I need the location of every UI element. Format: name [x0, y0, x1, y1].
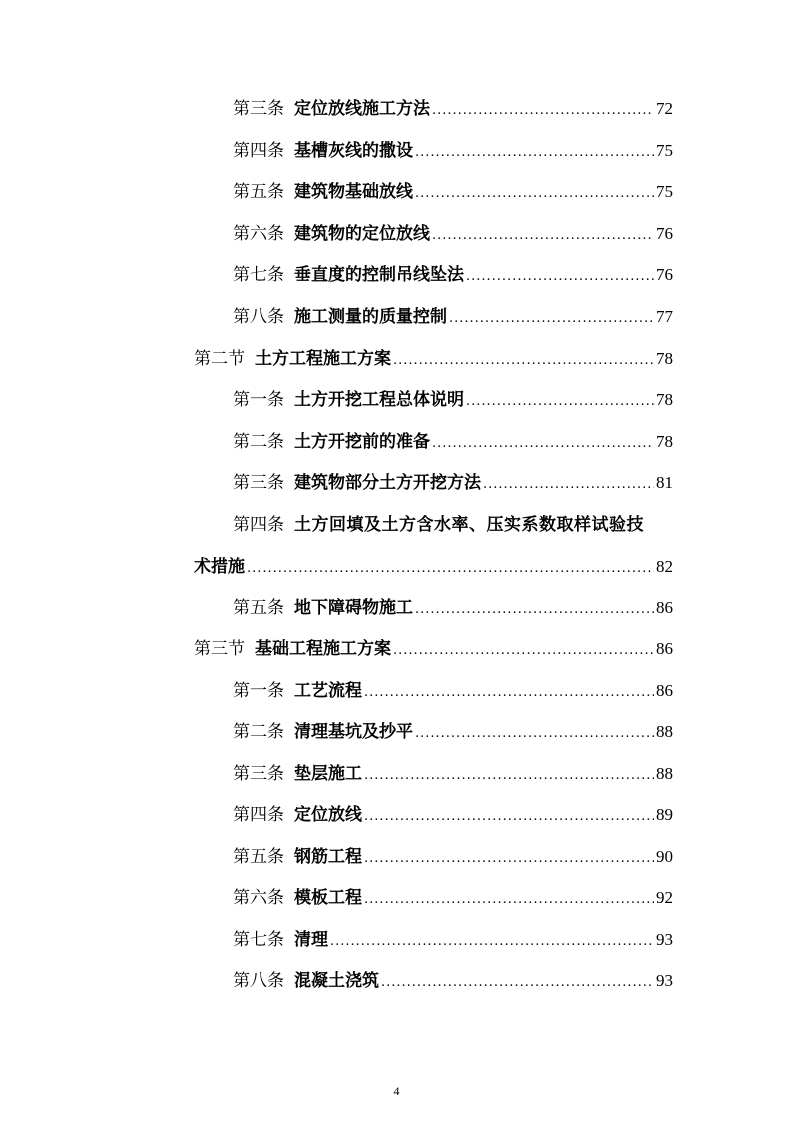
dot-leader	[364, 681, 654, 705]
toc-entry-number: 第八条	[233, 307, 284, 327]
toc-entry[interactable]	[233, 596, 673, 620]
toc-entry[interactable]	[233, 471, 673, 495]
toc-entry-number: 第五条	[233, 847, 284, 867]
toc-entry-title: 混凝土浇筑	[294, 971, 379, 991]
dot-leader	[364, 805, 654, 829]
toc-entry-number: 第五条	[233, 598, 284, 618]
toc-entry-title: 定位放线施工方法	[294, 99, 430, 119]
toc-entry-title: 垂直度的控制吊线坠法	[294, 265, 464, 285]
dot-leader	[432, 432, 654, 456]
toc-entry-page: 86	[656, 598, 673, 617]
dot-leader	[415, 598, 654, 622]
toc-entry-title: 垫层施工	[294, 764, 362, 784]
toc-entry-title: 工艺流程	[294, 681, 362, 701]
toc-entry-page: 93	[656, 971, 673, 990]
toc-entry-number: 第一条	[233, 681, 284, 701]
toc-entry-number: 第一条	[233, 390, 284, 410]
toc-entry-title: 清理基坑及抄平	[294, 722, 413, 742]
toc-entry-title: 土方开挖前的准备	[294, 432, 430, 452]
toc-entry-title: 建筑物基础放线	[294, 182, 413, 202]
toc-entry-title-continued: 术措施	[194, 557, 245, 577]
toc-entry-page: 92	[656, 888, 673, 907]
dot-leader	[364, 888, 654, 912]
toc-entry-page: 81	[656, 473, 673, 492]
toc-entry-page: 78	[656, 432, 673, 451]
toc-entry-page: 78	[656, 390, 673, 409]
dot-leader	[247, 557, 654, 581]
toc-entry-number: 第四条	[233, 141, 284, 161]
dot-leader	[381, 971, 654, 995]
toc-entry-number: 第六条	[233, 888, 284, 908]
toc-entry-page: 76	[656, 265, 673, 284]
dot-leader	[483, 473, 654, 497]
toc-entry-page: 93	[656, 930, 673, 949]
dot-leader	[466, 265, 654, 289]
toc-entry-title: 建筑物的定位放线	[294, 224, 430, 244]
toc-entry-title: 土方回填及土方含水率、压实系数取样试验技	[294, 515, 644, 535]
toc-entry-number: 第八条	[233, 971, 284, 991]
toc-entry-title: 基础工程施工方案	[255, 639, 391, 659]
toc-entry-title: 施工测量的质量控制	[294, 307, 447, 327]
toc-entry[interactable]	[233, 803, 673, 827]
toc-entry[interactable]	[233, 430, 673, 454]
toc-entry-page: 75	[656, 141, 673, 160]
toc-entry-page: 77	[656, 307, 673, 326]
toc-entry-number: 第五条	[233, 182, 284, 202]
dot-leader	[449, 307, 654, 331]
toc-entry-number: 第三条	[233, 764, 284, 784]
toc-entry-title: 建筑物部分土方开挖方法	[294, 473, 481, 493]
toc-entry-title: 钢筋工程	[294, 847, 362, 867]
toc-entry-title: 清理	[294, 930, 328, 950]
toc-entry-wrapped-second-line[interactable]	[194, 555, 673, 579]
dot-leader	[393, 349, 654, 373]
toc-entry-number: 第七条	[233, 265, 284, 285]
toc-entry-title: 模板工程	[294, 888, 362, 908]
toc-entry-number: 第七条	[233, 930, 284, 950]
toc-entry-title: 基槽灰线的撒设	[294, 141, 413, 161]
toc-entry-page: 75	[656, 182, 673, 201]
dot-leader	[364, 847, 654, 871]
toc-entry-number: 第二条	[233, 722, 284, 742]
dot-leader	[432, 224, 654, 248]
toc-entry-title: 土方工程施工方案	[255, 349, 391, 369]
toc-entry-wrapped-first-line[interactable]	[233, 513, 644, 537]
toc-entry-title: 定位放线	[294, 805, 362, 825]
dot-leader	[415, 182, 654, 206]
dot-leader	[415, 722, 654, 746]
toc-entry-number: 第六条	[233, 224, 284, 244]
toc-entry-title: 地下障碍物施工	[294, 598, 413, 618]
toc-entry-page: 72	[656, 99, 673, 118]
toc-entry-page: 86	[656, 681, 673, 700]
toc-entry[interactable]	[233, 263, 673, 287]
toc-entry-page: 76	[656, 224, 673, 243]
toc-entry[interactable]	[233, 969, 673, 993]
toc-entry[interactable]	[233, 139, 673, 163]
toc-entry[interactable]	[233, 720, 673, 744]
toc-entry[interactable]	[233, 886, 673, 910]
toc-section-entry[interactable]	[194, 637, 673, 661]
toc-entry[interactable]	[233, 388, 673, 412]
toc-section-entry[interactable]	[194, 347, 673, 371]
dot-leader	[415, 141, 654, 165]
toc-entry[interactable]	[233, 845, 673, 869]
toc-entry[interactable]	[233, 222, 673, 246]
toc-entry-number: 第三条	[233, 473, 284, 493]
toc-entry[interactable]	[233, 679, 673, 703]
dot-leader	[432, 99, 654, 123]
toc-entry-page: 78	[656, 349, 673, 368]
toc-entry[interactable]	[233, 928, 673, 952]
toc-entry-number: 第四条	[233, 805, 284, 825]
toc-entry-page: 82	[656, 557, 673, 576]
dot-leader	[364, 764, 654, 788]
toc-entry-title: 土方开挖工程总体说明	[294, 390, 464, 410]
toc-entry-page: 86	[656, 639, 673, 658]
toc-entry[interactable]	[233, 305, 673, 329]
toc-entry-page: 89	[656, 805, 673, 824]
toc-entry-number: 第二节	[194, 349, 245, 369]
toc-entry[interactable]	[233, 762, 673, 786]
page-number: 4	[393, 1084, 400, 1098]
toc-entry-page: 90	[656, 847, 673, 866]
toc-entry-number: 第四条	[233, 515, 284, 535]
dot-leader	[330, 930, 654, 954]
toc-entry-number: 第三节	[194, 639, 245, 659]
dot-leader	[466, 390, 654, 414]
toc-entry-number: 第二条	[233, 432, 284, 452]
toc-entry[interactable]	[233, 97, 673, 121]
toc-entry-page: 88	[656, 764, 673, 783]
toc-entry-number: 第三条	[233, 99, 284, 119]
dot-leader	[393, 639, 654, 663]
toc-entry-page: 88	[656, 722, 673, 741]
toc-entry[interactable]	[233, 180, 673, 204]
